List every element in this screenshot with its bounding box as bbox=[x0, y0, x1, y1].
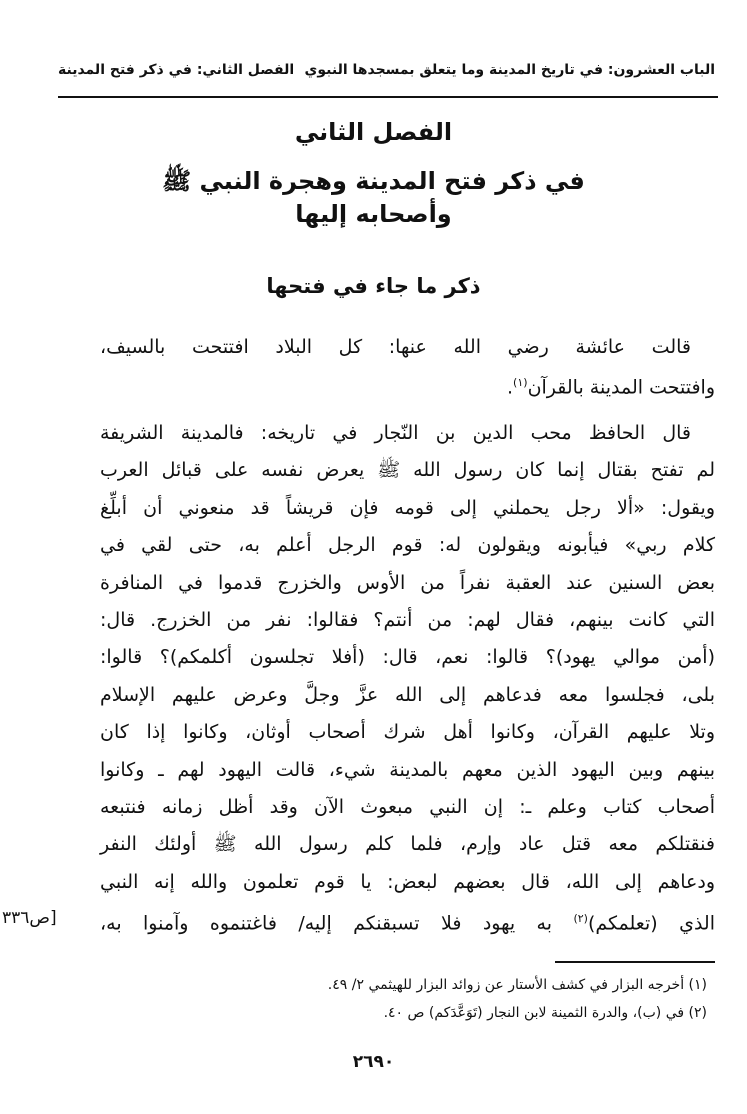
footnote: (٢) في (ب)، والدرة الثمينة لابن النجار (تَوَعَّدَكم) ص ٤٠. bbox=[383, 1005, 707, 1021]
body-line: بلى، فجلسوا معه فدعاهم إلى الله عزَّ وجلَّ وعرض عليهم الإسلام bbox=[100, 683, 715, 706]
body-text: به يهود فلا تسبقنكم إليه/ فاغتنموه وآمنوا به، bbox=[100, 912, 574, 935]
footnote-ref: (١) bbox=[513, 376, 528, 389]
manuscript-page-marker: [ص٣٣٦ bbox=[2, 908, 57, 928]
period: . bbox=[507, 376, 514, 399]
body-line bbox=[100, 904, 715, 938]
body-line: وتلا عليهم القرآن، وكانوا أهل شرك أصحاب أوثان، وكانوا إذا كان bbox=[100, 721, 715, 744]
body-line: فنقتلكم معه قتل عاد وإرم، فلما كلم رسول الله ﷺ أولئك النفر bbox=[100, 833, 715, 856]
body-line: ودعاهم إلى الله، قال بعضهم لبعض: يا قوم تعلمون والله إنه النبي bbox=[100, 870, 715, 893]
chapter-subtitle-continued: وأصحابه إليها bbox=[295, 200, 452, 228]
body-line: بعض السنين عند العقبة نفراً من الأوس والخزرج قدموا في المنافرة bbox=[100, 571, 715, 594]
page-number: ٢٦٩٠ bbox=[352, 1052, 395, 1072]
body-line: أصحاب كتاب وعلم ـ: إن النبي مبعوث الآن وقد أظل زمانه فنتبعه bbox=[100, 796, 715, 818]
body-line: بينهم وبين اليهود الذين معهم بالمدينة شيء، قالت اليهود لهم ـ وكانوا bbox=[100, 758, 715, 781]
header-rule bbox=[58, 96, 718, 98]
body-line: التي كانت بينهم، فقال لهم: من أنتم؟ فقالوا: نفر من الخزرج. قال: bbox=[100, 609, 715, 631]
body-line: قال الحافظ محب الدين بن النّجار في تاريخه: فالمدينة الشريفة bbox=[100, 422, 691, 444]
section-title: ذكر ما جاء في فتحها bbox=[266, 274, 481, 298]
body-line: (أمن موالي يهود)؟ قالوا: نعم، قال: (أفلا تجلسون أكلمكم)؟ قالوا: bbox=[100, 646, 715, 669]
running-header-section: الفصل الثاني: في ذكر فتح المدينة bbox=[58, 62, 295, 78]
body-text: وافتتحت المدينة بالقرآن bbox=[527, 376, 715, 399]
footnote-ref: (٢) bbox=[573, 912, 588, 925]
body-line: لم تفتح بقتال إنما كان رسول الله ﷺ يعرض نفسه على قبائل العرب bbox=[100, 459, 715, 482]
body-text: الذي (تعلمكم) bbox=[587, 912, 715, 935]
chapter-title: الفصل الثاني bbox=[294, 118, 453, 146]
body-line bbox=[100, 368, 715, 402]
chapter-subtitle: في ذكر فتح المدينة وهجرة النبي ﷺ bbox=[162, 167, 585, 195]
footnote: (١) أخرجه البزار في كشف الأستار عن زوائد البزار للهيثمي ٢/ ٤٩. bbox=[327, 977, 707, 993]
body-line: قالت عائشة رضي الله عنها: كل البلاد افتتحت بالسيف، bbox=[100, 336, 691, 358]
footnote-rule bbox=[555, 961, 715, 963]
running-header-chapter: الباب العشرون: في تاريخ المدينة وما يتعلق بمسجدها النبوي bbox=[304, 62, 715, 78]
body-line: ويقول: «ألا رجل يحملني إلى قومه فإن قريشاً قد منعوني أن أبلِّغ bbox=[100, 496, 715, 519]
body-line: كلام ربي» فيأبونه ويقولون له: قوم الرجل أعلم به، حتى لقي في bbox=[100, 534, 715, 557]
